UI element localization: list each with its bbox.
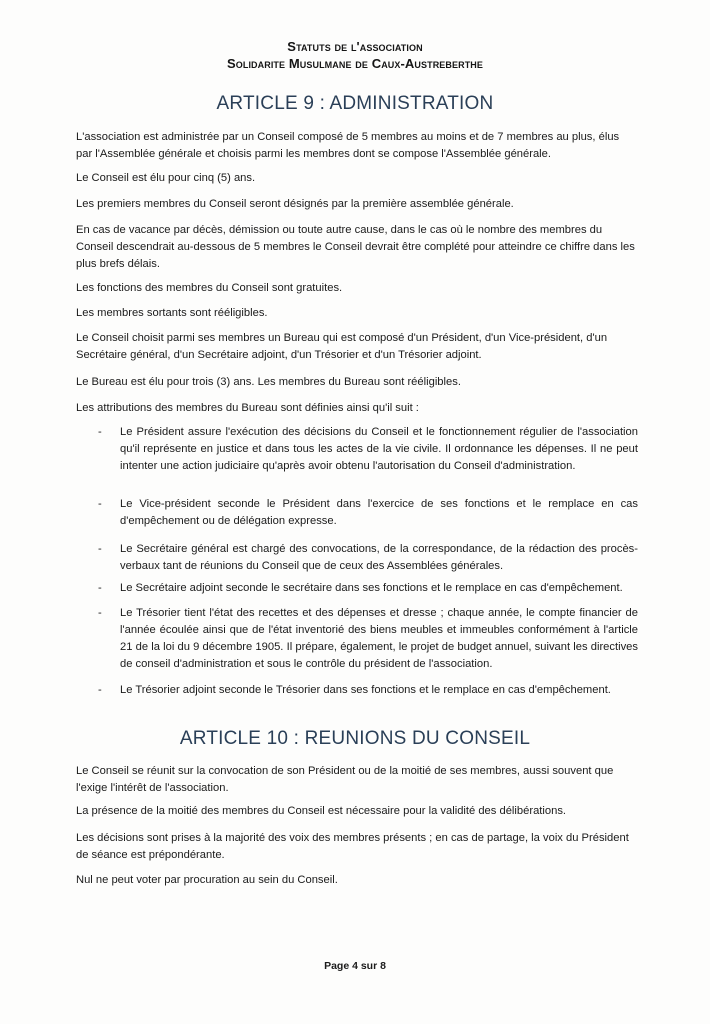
list-item-text: Le Secrétaire adjoint seconde le secrétaire dans ses fonctions et le remplace en cas d'empêchement. — [120, 582, 623, 594]
article-9-paragraph: Le Conseil choisit parmi ses membres un Bureau qui est composé d'un Président, d'un Vice-président, d'un Secrétaire général, d'un Secrétaire adjoint, d'un Trésorier et d'un Trésorier adjoint. — [76, 332, 608, 361]
list-bullet: - — [98, 543, 102, 555]
article-10-paragraph: La présence de la moitié des membres du Conseil est nécessaire pour la validité des délibérations. — [76, 805, 567, 817]
list-item-text: Le Trésorier tient l'état des recettes et des dépenses et dresse ; chaque année, le compte financier de l'année écoulée ainsi que de l'état inventorié des biens meubles et immeubles conformément à l'article 21 de la loi du 9 décembre 1905. Il prépare, également, le projet de budget annuel, suivant les directives de conseil d'administration et sous le contrôle du président de l'association. — [120, 607, 638, 670]
list-item — [98, 496, 638, 530]
article-9-paragraph: Les premiers membres du Conseil seront désignés par la première assemblée générale. — [76, 198, 514, 210]
article-10-paragraph: Les décisions sont prises à la majorité des voix des membres présents ; en cas de partage, la voix du Président de séance est prépondérante. — [76, 832, 629, 861]
header-line-2: Solidarite Musulmane de Caux-Austreberthe — [226, 56, 484, 71]
article-9-paragraph: En cas de vacance par décès, démission ou toute autre cause, dans le cas où le nombre des membres du Conseil descendrait au-dessous de 5 membres le Conseil devrait être complété pour atteindre ce chiffre dans les plus brefs délais. — [76, 224, 635, 270]
list-item — [98, 580, 638, 597]
article-9-paragraph: Les fonctions des membres du Conseil sont gratuites. — [76, 282, 343, 294]
article-10-title: ARTICLE 10 : REUNIONS DU CONSEIL — [179, 728, 531, 749]
article-9-paragraph: Les membres sortants sont rééligibles. — [76, 307, 268, 319]
article-9-paragraph: Le Bureau est élu pour trois (3) ans. Les membres du Bureau sont rééligibles. — [76, 376, 461, 388]
header-line-1: Statuts de l'association — [287, 39, 423, 54]
article-9-title: ARTICLE 9 : ADMINISTRATION — [216, 93, 494, 114]
list-item — [98, 605, 638, 673]
page-number: Page 4 sur 8 — [324, 960, 386, 972]
list-item-text: Le Secrétaire général est chargé des convocations, de la correspondance, de la rédaction des procès-verbaux tant de réunions du Conseil que de ceux des Assemblées générales. — [120, 543, 638, 572]
list-item-text: Le Trésorier adjoint seconde le Trésorier dans ses fonctions et le remplace en cas d'empêchement. — [120, 684, 611, 696]
article-9-paragraph: Le Conseil est élu pour cinq (5) ans. — [76, 172, 256, 184]
article-10-paragraph: Nul ne peut voter par procuration au sein du Conseil. — [76, 874, 338, 886]
list-bullet: - — [98, 684, 102, 696]
document-header — [0, 38, 710, 72]
list-item — [98, 541, 638, 575]
list-item-text: Le Président assure l'exécution des décisions du Conseil et le fonctionnement régulier de l'association qu'il représente en justice et dans tous les actes de la vie civile. Il ordonnance les dépenses. Il ne peut intenter une action judiciaire qu'après avoir obtenu l'autorisation du Conseil d'administration. — [120, 426, 638, 472]
list-item-text: Le Vice-président seconde le Président dans l'exercice de ses fonctions et le remplace en cas d'empêchement ou de délégation expresse. — [120, 498, 638, 527]
list-bullet: - — [98, 607, 102, 619]
list-bullet: - — [98, 498, 102, 510]
article-9-paragraph: L'association est administrée par un Conseil composé de 5 membres au moins et de 7 membres au plus, élus par l'Assemblée générale et choisis parmi les membres dont se compose l'Assemblée générale. — [76, 131, 620, 160]
article-9-paragraph: Les attributions des membres du Bureau sont définies ainsi qu'il suit : — [76, 402, 419, 414]
list-item — [98, 682, 638, 699]
article-10-paragraph: Le Conseil se réunit sur la convocation de son Président ou de la moitié de ses membres, aussi souvent que l'exige l'intérêt de l'association. — [76, 765, 614, 794]
list-bullet: - — [98, 426, 102, 438]
list-item — [98, 424, 638, 475]
list-bullet: - — [98, 582, 102, 594]
